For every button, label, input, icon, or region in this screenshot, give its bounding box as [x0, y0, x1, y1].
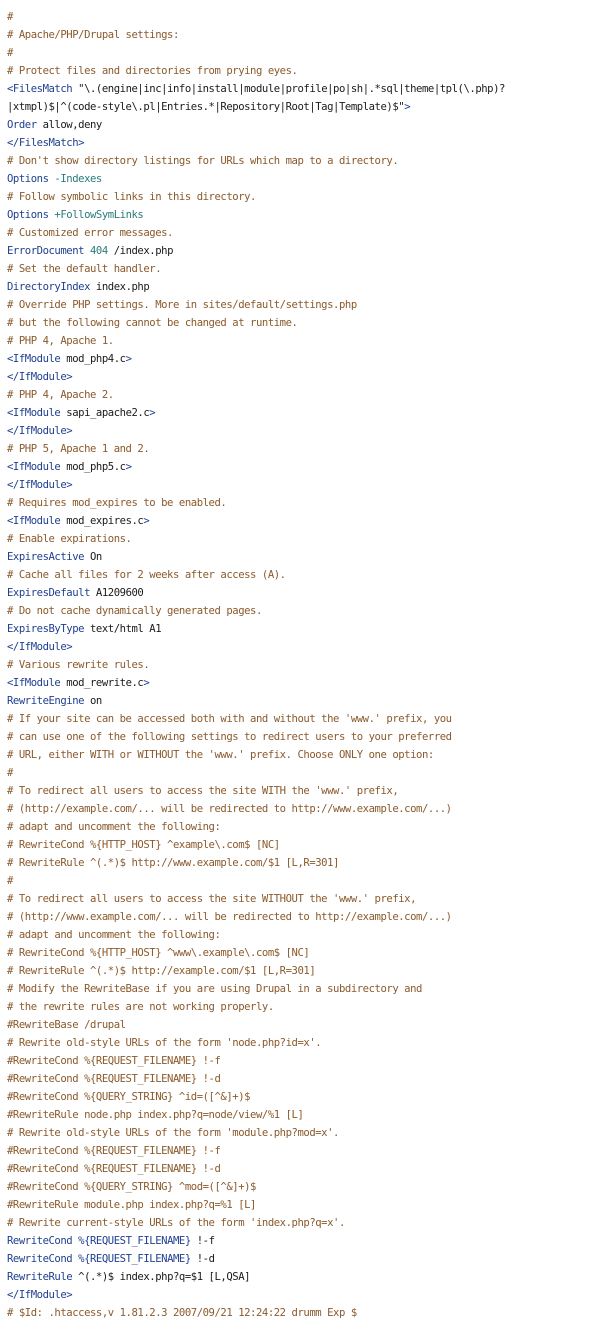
code-token-comment: #RewriteCond %{QUERY_STRING} ^mod=([^&]+)$: [7, 1181, 256, 1193]
code-token-arg: mod_php5.c: [60, 461, 126, 473]
code-line: [7, 782, 398, 800]
code-line: [7, 818, 220, 836]
code-token-comment: #RewriteCond %{REQUEST_FILENAME} !-d: [7, 1163, 221, 1175]
code-line: [7, 710, 452, 728]
code-token-comment: # RewriteCond %{HTTP_HOST} ^www\.example\.com$ [NC]: [7, 947, 310, 959]
code-token-kw: +FollowSymLinks: [48, 209, 144, 221]
code-token-comment: # To redirect all users to access the site WITH the 'www.' prefix,: [7, 785, 399, 797]
code-line: [7, 926, 220, 944]
code-line: [7, 1178, 256, 1196]
code-line: [7, 260, 161, 278]
code-token-arg: A1209600: [90, 587, 144, 599]
code-line: [7, 1232, 215, 1250]
code-token-comment: # Apache/PHP/Drupal settings:: [7, 29, 179, 41]
code-token-comment: #RewriteBase /drupal: [7, 1019, 126, 1031]
code-line: [7, 350, 132, 368]
code-token-comment: # URL, either WITH or WITHOUT the 'www.' prefix. Choose ONLY one option:: [7, 749, 434, 761]
code-line: [7, 8, 13, 26]
code-token-arg: sapi_apache2.c: [60, 407, 150, 419]
code-token-var: %{REQUEST_FILENAME}: [72, 1235, 191, 1247]
code-token-directive: RewriteCond: [7, 1235, 73, 1247]
code-token-comment: # Do not cache dynamically generated pages.: [7, 605, 262, 617]
code-token-comment: # adapt and uncomment the following:: [7, 821, 221, 833]
code-line: [7, 296, 357, 314]
code-token-comment: #RewriteRule module.php index.php?q=%1 [L]: [7, 1199, 256, 1211]
code-token-comment: # To redirect all users to access the site WITHOUT the 'www.' prefix,: [7, 893, 417, 905]
code-token-directive: ExpiresDefault: [7, 587, 90, 599]
code-line: [7, 116, 102, 134]
code-token-comment: # Protect files and directories from prying eyes.: [7, 65, 298, 77]
code-line: [7, 1052, 220, 1070]
code-token-comment: # Rewrite old-style URLs of the form 'node.php?id=x'.: [7, 1037, 322, 1049]
code-line: [7, 854, 339, 872]
code-token-tag: <IfModule: [7, 677, 61, 689]
code-line: [7, 1214, 345, 1232]
code-token-directive: ErrorDocument: [7, 245, 85, 257]
code-token-comment: # Don't show directory listings for URLs which map to a directory.: [7, 155, 399, 167]
code-line: [7, 98, 410, 116]
code-line: [7, 764, 13, 782]
code-token-comment: # Modify the RewriteBase if you are using Drupal in a subdirectory and: [7, 983, 422, 995]
code-line: [7, 458, 132, 476]
code-line: [7, 206, 143, 224]
code-token-comment: # Requires mod_expires to be enabled.: [7, 497, 227, 509]
code-token-comment: #: [7, 875, 13, 887]
code-line: [7, 530, 132, 548]
code-token-comment: # Customized error messages.: [7, 227, 173, 239]
code-token-comment: # PHP 4, Apache 2.: [7, 389, 114, 401]
code-token-comment: # Cache all files for 2 weeks after access (A).: [7, 569, 286, 581]
code-line: [7, 1304, 357, 1322]
code-token-directive: Order: [7, 119, 37, 131]
code-line: [7, 1088, 250, 1106]
code-token-tag: <IfModule: [7, 353, 61, 365]
code-line: [7, 1268, 250, 1286]
code-line: [7, 494, 226, 512]
code-line: [7, 422, 72, 440]
code-token-directive: Options: [7, 173, 49, 185]
code-line: [7, 332, 114, 350]
code-token-comment: # $Id: .htaccess,v 1.81.2.3 2007/09/21 12:24:22 drumm Exp $: [7, 1307, 357, 1319]
code-token-tag: </IfModule>: [7, 1289, 73, 1301]
code-line: [7, 800, 452, 818]
code-token-comment: # (http://www.example.com/... will be redirected to http://example.com/...): [7, 911, 452, 923]
code-token-directive: ExpiresByType: [7, 623, 85, 635]
code-token-arg: text/html A1: [84, 623, 162, 635]
code-token-comment: #RewriteRule node.php index.php?q=node/view/%1 [L]: [7, 1109, 304, 1121]
code-line: [7, 314, 297, 332]
code-token-comment: # PHP 5, Apache 1 and 2.: [7, 443, 150, 455]
code-line: [7, 512, 149, 530]
code-line: [7, 170, 102, 188]
code-token-arg: allow,deny: [36, 119, 102, 131]
code-line: [7, 656, 149, 674]
code-line: [7, 728, 452, 746]
code-token-comment: #: [7, 767, 13, 779]
code-token-comment: #RewriteCond %{QUERY_STRING} ^id=([^&]+)$: [7, 1091, 251, 1103]
code-token-directive: ExpiresActive: [7, 551, 85, 563]
code-token-directive: Options: [7, 209, 49, 221]
code-token-comment: # Override PHP settings. More in sites/default/settings.php: [7, 299, 357, 311]
code-token-comment: #RewriteCond %{REQUEST_FILENAME} !-f: [7, 1145, 221, 1157]
code-line: [7, 1142, 220, 1160]
code-line: [7, 548, 102, 566]
code-token-string: |xtmpl)$|^(code-style\.pl|Entries.*|Repository|Root|Tag|Template)$": [7, 101, 405, 113]
code-token-arg: On: [84, 551, 102, 563]
code-token-arg: ^(.*)$ index.php?q=$1 [L,QSA]: [72, 1271, 251, 1283]
code-token-tag: <FilesMatch: [7, 83, 73, 95]
code-token-comment: # the rewrite rules are not working properly.: [7, 1001, 274, 1013]
code-token-arg: index.php: [90, 281, 150, 293]
code-line: [7, 1250, 215, 1268]
code-line: [7, 476, 72, 494]
code-token-comment: #: [7, 47, 13, 59]
code-line: [7, 1034, 321, 1052]
code-line: [7, 674, 149, 692]
code-line: [7, 584, 143, 602]
code-token-tag: </IfModule>: [7, 479, 73, 491]
code-token-directive: RewriteCond: [7, 1253, 73, 1265]
code-token-tag: >: [149, 407, 156, 419]
code-token-directive: RewriteEngine: [7, 695, 85, 707]
code-token-tag: <IfModule: [7, 407, 61, 419]
code-token-arg: on: [84, 695, 102, 707]
code-token-comment: #: [7, 11, 13, 23]
code-token-tag: </IfModule>: [7, 641, 73, 653]
code-line: [7, 944, 309, 962]
code-line: [7, 638, 72, 656]
code-line: [7, 1070, 220, 1088]
code-line: [7, 62, 297, 80]
code-token-comment: # Various rewrite rules.: [7, 659, 150, 671]
code-token-comment: # RewriteCond %{HTTP_HOST} ^example\.com$ [NC]: [7, 839, 280, 851]
code-line: [7, 134, 84, 152]
code-line: [7, 1196, 256, 1214]
code-line: [7, 224, 173, 242]
code-line: [7, 980, 422, 998]
code-line: [7, 386, 114, 404]
code-token-comment: # Enable expirations.: [7, 533, 132, 545]
code-token-comment: #RewriteCond %{REQUEST_FILENAME} !-d: [7, 1073, 221, 1085]
code-token-string: "\.(engine|inc|info|install|module|profile|po|sh|.*sql|theme|tpl(\.php)?: [72, 83, 505, 95]
code-token-comment: # RewriteRule ^(.*)$ http://www.example.com/$1 [L,R=301]: [7, 857, 339, 869]
code-token-comment: #RewriteCond %{REQUEST_FILENAME} !-f: [7, 1055, 221, 1067]
code-line: [7, 26, 179, 44]
code-token-arg: /index.php: [107, 245, 174, 257]
code-line: [7, 746, 434, 764]
code-token-comment: # adapt and uncomment the following:: [7, 929, 221, 941]
code-token-tag: </IfModule>: [7, 425, 73, 437]
code-line: [7, 908, 452, 926]
code-token-arg: !-d: [190, 1253, 215, 1265]
code-line: [7, 962, 315, 980]
code-token-tag: >: [143, 677, 150, 689]
code-token-comment: # can use one of the following settings to redirect users to your preferred: [7, 731, 452, 743]
code-line: [7, 692, 102, 710]
code-line: [7, 80, 505, 98]
code-line: [7, 890, 416, 908]
code-token-comment: # but the following cannot be changed at runtime.: [7, 317, 298, 329]
code-token-tag: <IfModule: [7, 461, 61, 473]
code-token-directive: RewriteRule: [7, 1271, 73, 1283]
code-line: [7, 1286, 72, 1304]
code-line: [7, 836, 280, 854]
code-line: [7, 1016, 126, 1034]
code-token-comment: # RewriteRule ^(.*)$ http://example.com/$1 [L,R=301]: [7, 965, 316, 977]
code-token-directive: DirectoryIndex: [7, 281, 90, 293]
code-token-num: 404: [84, 245, 108, 257]
code-token-comment: # PHP 4, Apache 1.: [7, 335, 114, 347]
code-line: [7, 620, 161, 638]
code-line: [7, 1160, 220, 1178]
code-line: [7, 278, 149, 296]
code-line: [7, 1124, 339, 1142]
code-line: [7, 1106, 303, 1124]
code-line: [7, 404, 155, 422]
code-token-var: %{REQUEST_FILENAME}: [72, 1253, 191, 1265]
code-line: [7, 566, 286, 584]
code-line: [7, 998, 274, 1016]
code-token-comment: # Rewrite old-style URLs of the form 'module.php?mod=x'.: [7, 1127, 339, 1139]
code-line: [7, 440, 149, 458]
code-token-kw: -Indexes: [48, 173, 102, 185]
code-line: [7, 368, 72, 386]
code-token-comment: # Follow symbolic links in this directory.: [7, 191, 256, 203]
code-token-arg: mod_expires.c: [60, 515, 144, 527]
code-line: [7, 152, 398, 170]
code-line: [7, 872, 13, 890]
code-token-arg: mod_rewrite.c: [60, 677, 144, 689]
code-line: [7, 602, 262, 620]
code-token-tag: </IfModule>: [7, 371, 73, 383]
code-line: [7, 242, 173, 260]
code-token-arg: !-f: [190, 1235, 215, 1247]
code-token-tag: <IfModule: [7, 515, 61, 527]
code-token-tag: >: [404, 101, 411, 113]
code-token-arg: mod_php4.c: [60, 353, 126, 365]
code-token-comment: # (http://example.com/... will be redirected to http://www.example.com/...): [7, 803, 452, 815]
code-token-tag: </FilesMatch>: [7, 137, 85, 149]
code-token-comment: # If your site can be accessed both with and without the 'www.' prefix, you: [7, 713, 452, 725]
code-token-tag: >: [125, 353, 132, 365]
code-token-tag: >: [143, 515, 150, 527]
code-line: [7, 188, 256, 206]
code-token-tag: >: [125, 461, 132, 473]
code-token-comment: # Rewrite current-style URLs of the form 'index.php?q=x'.: [7, 1217, 345, 1229]
code-line: [7, 44, 13, 62]
code-token-comment: # Set the default handler.: [7, 263, 162, 275]
